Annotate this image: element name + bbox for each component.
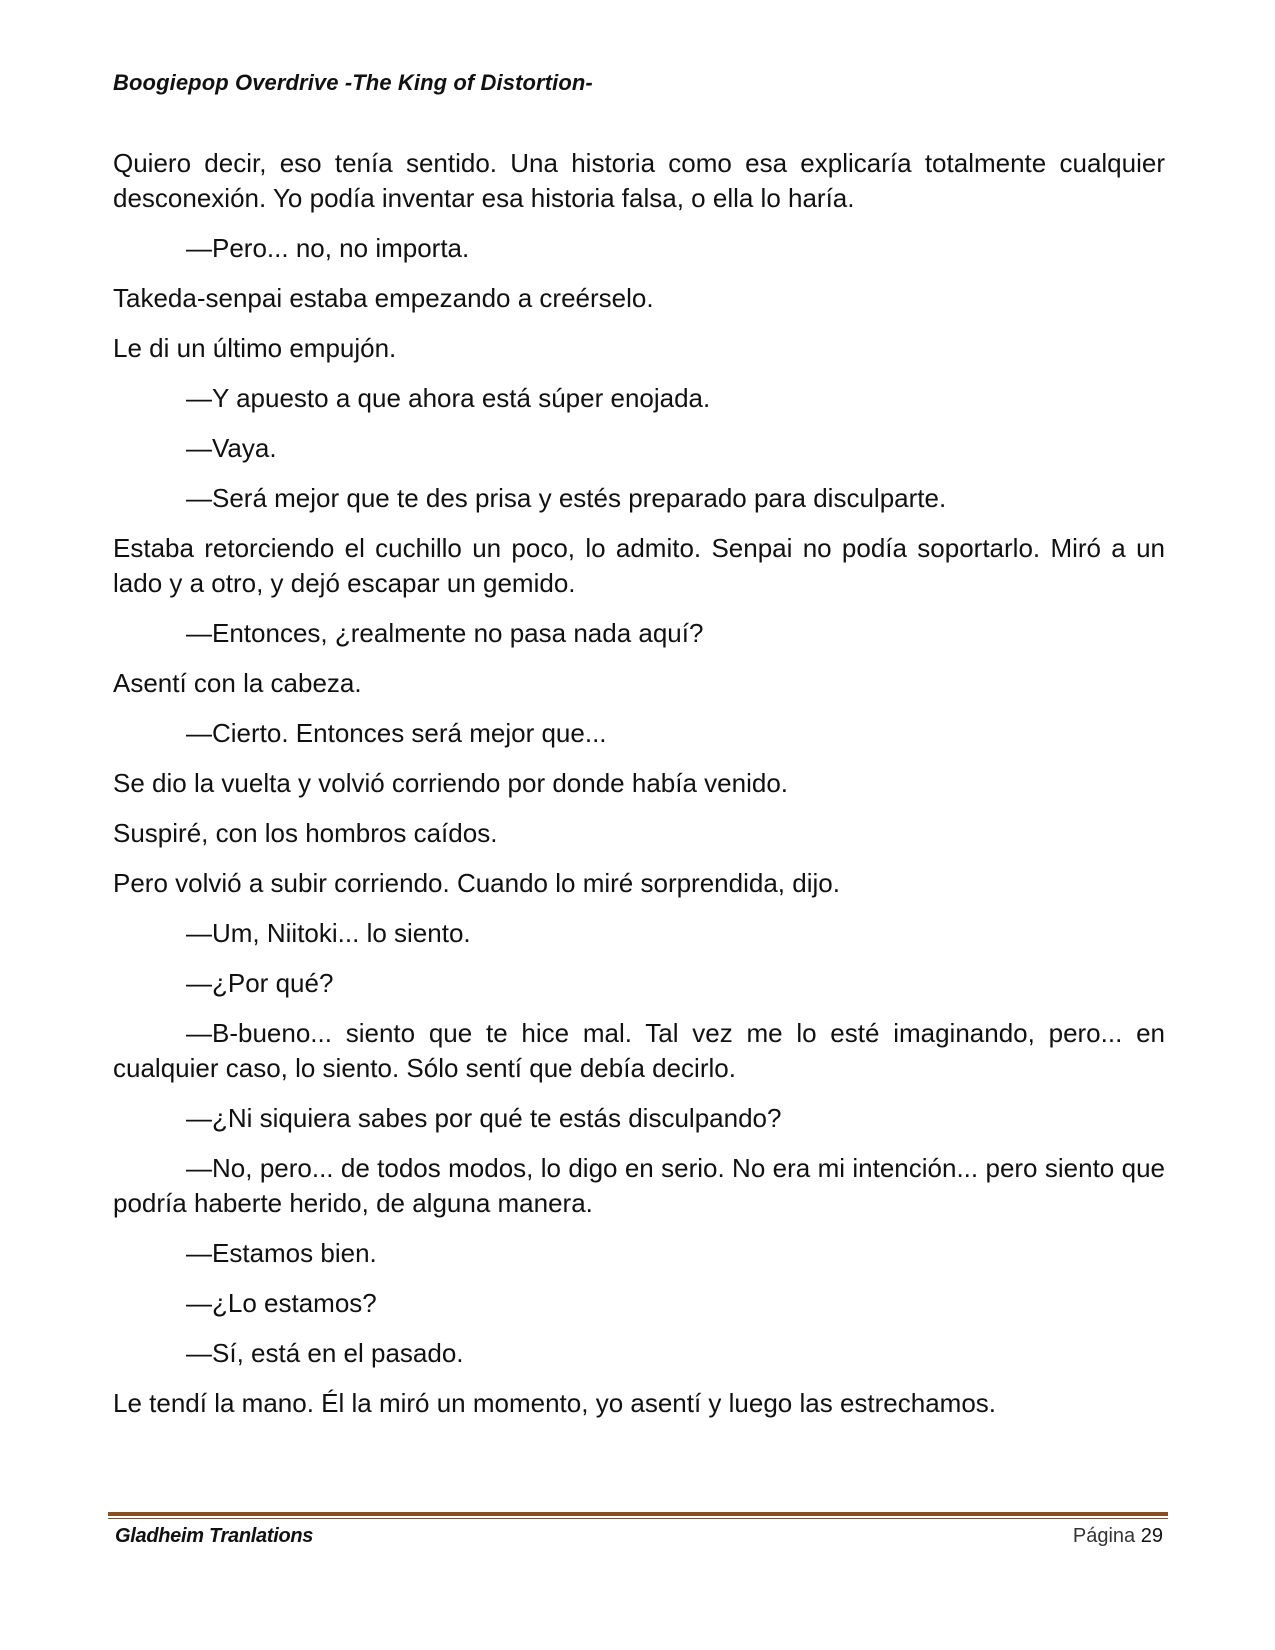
paragraph: Quiero decir, eso tenía sentido. Una historia como esa explicaría totalmente cualquier desconexión. Yo podía inventar esa historia falsa, o ella lo haría.: [113, 148, 1165, 213]
paragraph: —Y apuesto a que ahora está súper enojada.: [186, 383, 711, 413]
footer-credit: Gladheim Tranlations: [115, 1525, 314, 1547]
paragraph: —B-bueno... siento que te hice mal. Tal vez me lo esté imaginando, pero... en cualquier caso, lo siento. Sólo sentí que debía decirlo.: [113, 1018, 1165, 1083]
paragraph: —Estamos bien.: [186, 1238, 377, 1268]
paragraph: —Cierto. Entonces será mejor que...: [186, 718, 607, 748]
paragraph: Asentí con la cabeza.: [113, 668, 362, 698]
page-header-title: Boogiepop Overdrive -The King of Distortion-: [113, 70, 593, 95]
page-number-label: [1073, 1525, 1163, 1548]
footer-divider: [108, 1512, 1168, 1520]
paragraph: Le di un último empujón.: [113, 333, 397, 363]
paragraph: —Pero... no, no importa.: [186, 233, 470, 263]
paragraph: —Sí, está en el pasado.: [186, 1338, 464, 1368]
page-number: 29: [1140, 1525, 1163, 1547]
paragraph: —Entonces, ¿realmente no pasa nada aquí?: [186, 618, 704, 648]
paragraph: Estaba retorciendo el cuchillo un poco, lo admito. Senpai no podía soportarlo. Miró a un lado y a otro, y dejó escapar un gemido.: [113, 533, 1165, 598]
paragraph: Pero volvió a subir corriendo. Cuando lo miré sorprendida, dijo.: [113, 868, 840, 898]
paragraph: Le tendí la mano. Él la miró un momento, yo asentí y luego las estrechamos.: [113, 1388, 997, 1418]
paragraph: Suspiré, con los hombros caídos.: [113, 818, 498, 848]
page-label: Página: [1072, 1525, 1136, 1547]
paragraph: —Vaya.: [186, 433, 277, 463]
paragraph: Se dio la vuelta y volvió corriendo por donde había venido.: [113, 768, 788, 798]
paragraph: Takeda-senpai estaba empezando a creérselo.: [113, 283, 654, 313]
document-body: [113, 146, 1165, 1436]
paragraph: —¿Ni siquiera sabes por qué te estás disculpando?: [186, 1103, 782, 1133]
paragraph: —No, pero... de todos modos, lo digo en serio. No era mi intención... pero siento que podría haberte herido, de alguna manera.: [113, 1153, 1165, 1218]
paragraph: —¿Lo estamos?: [186, 1288, 377, 1318]
paragraph: —¿Por qué?: [186, 968, 334, 998]
paragraph: —Será mejor que te des prisa y estés preparado para disculparte.: [186, 483, 947, 513]
paragraph: —Um, Niitoki... lo siento.: [186, 918, 471, 948]
